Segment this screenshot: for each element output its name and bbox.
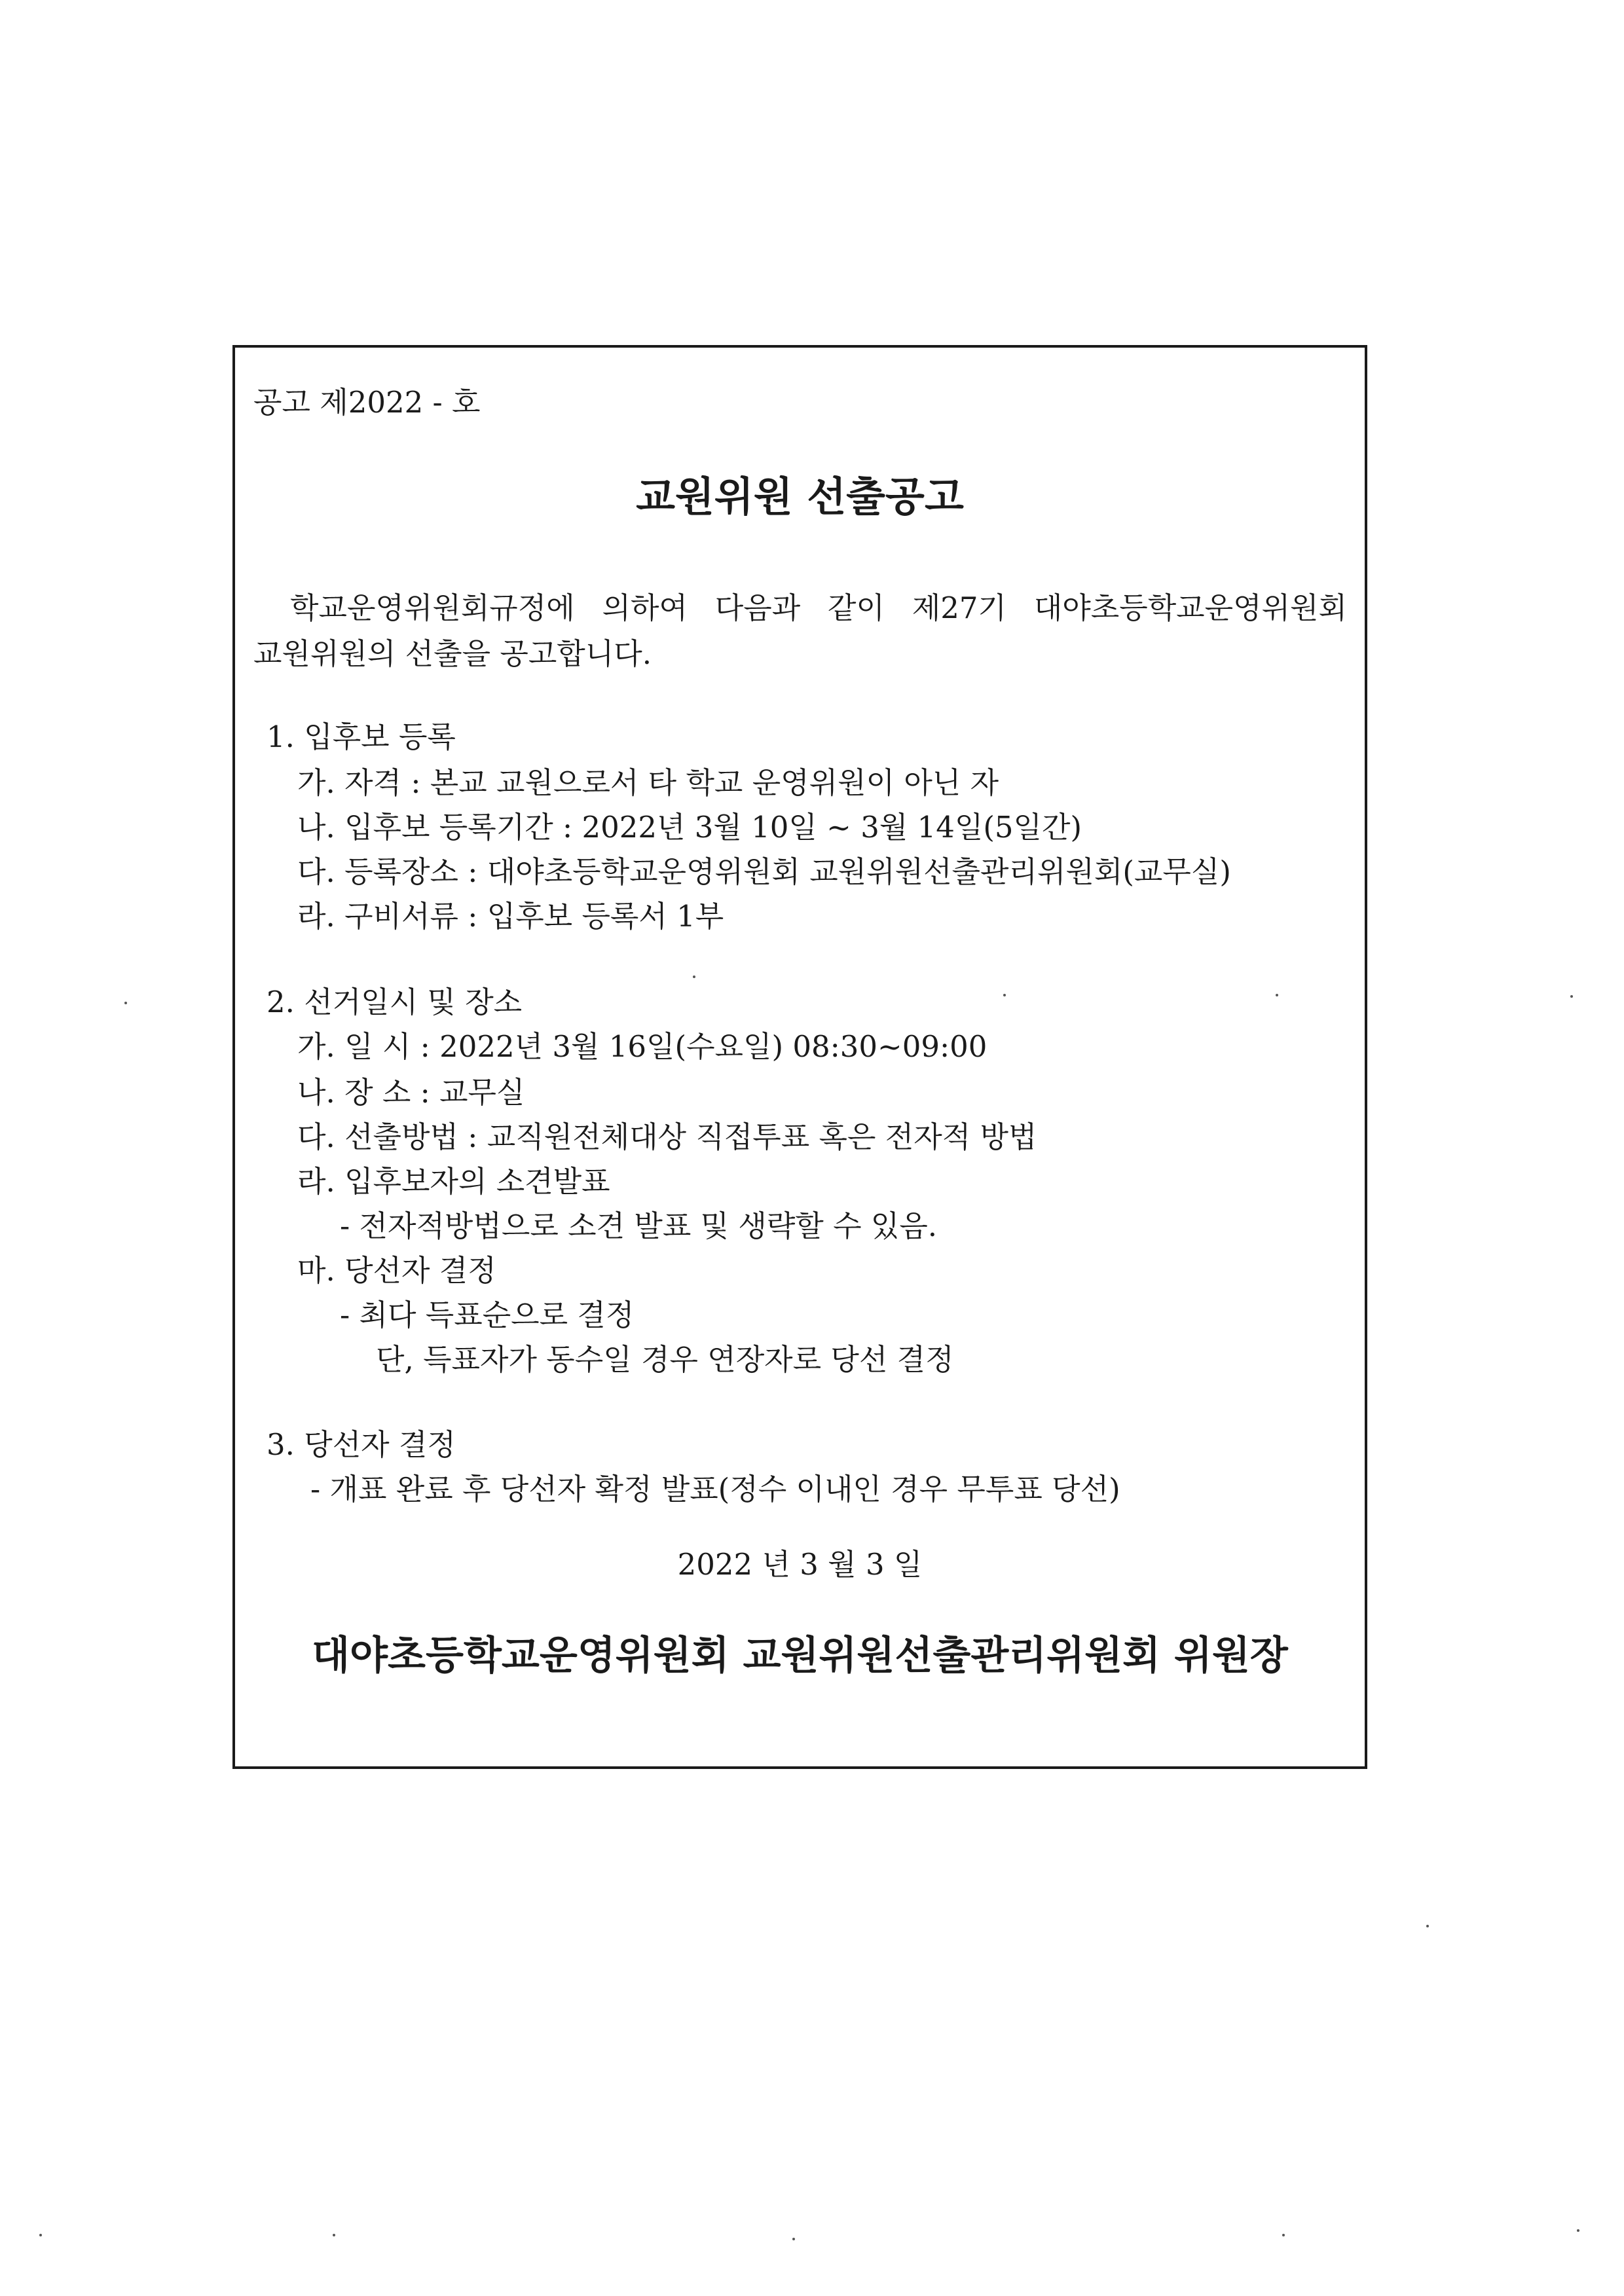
- intro-line-1: 학교운영위원회규정에 의하여 다음과 같이 제27기 대야초등학교운영위원회: [290, 591, 1347, 625]
- notice-number: 공고 제2022 - 호: [253, 385, 481, 420]
- section-2-heading: 2. 선거일시 및 장소: [267, 985, 523, 1019]
- scan-speck: [333, 2234, 335, 2236]
- section-2-item-ma-sub: 단, 득표자가 동수일 경우 연장자로 당선 결정: [376, 1342, 954, 1377]
- section-2-item-na: 나. 장 소 : 교무실: [297, 1075, 525, 1110]
- section-1-item-ra: 라. 구비서류 : 입후보 등록서 1부: [297, 899, 724, 934]
- section-1-heading: 1. 입후보 등록: [267, 720, 456, 754]
- section-3-item: - 개표 완료 후 당선자 확정 발표(정수 이내인 경우 무투표 당선): [310, 1472, 1120, 1506]
- intro-line-2: 교원위원의 선출을 공고합니다.: [253, 636, 652, 671]
- scan-speck: [1577, 2229, 1579, 2232]
- section-2-item-ra: 라. 입후보자의 소견발표: [297, 1164, 610, 1199]
- scan-speck: [693, 975, 695, 978]
- scan-speck: [1282, 2234, 1285, 2236]
- section-2-item-ma: 마. 당선자 결정: [297, 1253, 496, 1288]
- notice-date: 2022 년 3 월 3 일: [677, 1547, 923, 1582]
- scan-speck: [1276, 994, 1278, 996]
- section-1-item-da: 다. 등록장소 : 대야초등학교운영위원회 교원위원선출관리위원회(교무실): [297, 854, 1231, 889]
- section-2-item-ra-note: - 전자적방법으로 소견 발표 및 생략할 수 있음.: [340, 1209, 938, 1243]
- scan-speck: [1003, 994, 1006, 996]
- scan-speck: [39, 2234, 42, 2236]
- section-1-item-na: 나. 입후보 등록기간 : 2022년 3월 10일 ~ 3월 14일(5일간): [297, 810, 1082, 845]
- scan-speck: [1426, 1925, 1429, 1927]
- section-2-item-ma-note: - 최다 득표순으로 결정: [340, 1298, 635, 1332]
- scan-speck: [1570, 995, 1573, 998]
- section-1-item-ga: 가. 자격 : 본교 교원으로서 타 학교 운영위원이 아닌 자: [297, 765, 999, 800]
- scan-speck: [124, 1002, 127, 1004]
- section-2-item-da: 다. 선출방법 : 교직원전체대상 직접투표 혹은 전자적 방법: [297, 1120, 1037, 1154]
- issuer-signature: 대야초등학교운영위원회 교원위원선출관리위원회 위원장: [312, 1633, 1288, 1679]
- section-2-item-ga: 가. 일 시 : 2022년 3월 16일(수요일) 08:30~09:00: [297, 1029, 987, 1064]
- notice-frame: [232, 345, 1367, 1769]
- notice-title: 교원위원 선출공고: [636, 473, 964, 520]
- section-3-heading: 3. 당선자 결정: [267, 1427, 456, 1462]
- scan-speck: [792, 2238, 795, 2240]
